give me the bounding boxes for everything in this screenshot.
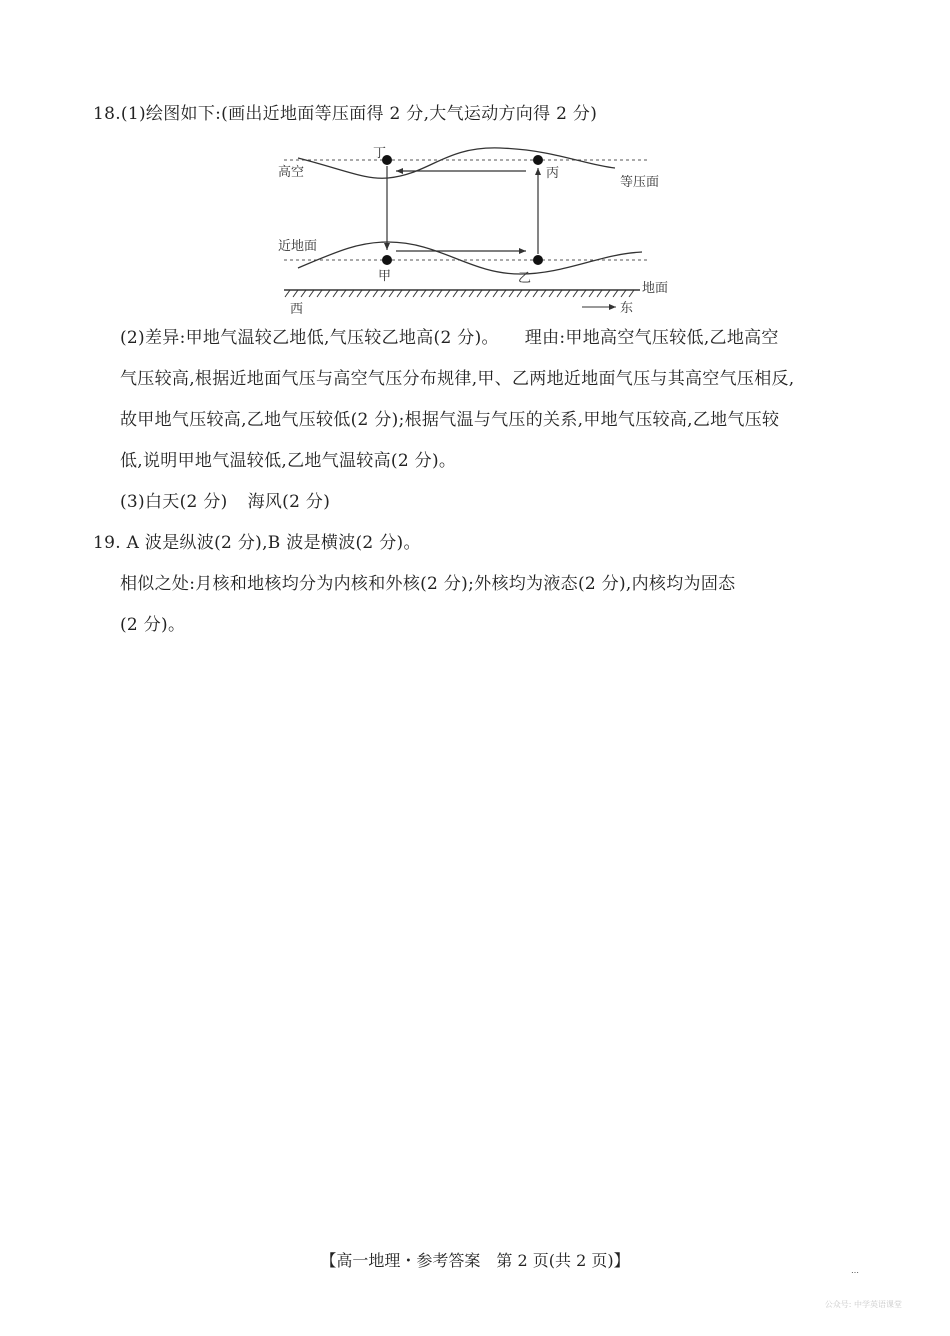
label-ground: 地面: [642, 281, 669, 296]
page-footer: 【高一地理・参考答案 第 2 页(共 2 页)】: [320, 1251, 630, 1270]
label-jia: 甲: [378, 269, 392, 284]
watermark: 公众号: 中学英语课堂: [824, 1300, 902, 1309]
q18-part3: [120, 490, 330, 514]
q18-part2-line2: 气压较高,根据近地面气压与高空气压分布规律,甲、乙两地近地面气压与其高空气压相反,: [120, 369, 795, 389]
q18-part2-difference: (2)差异:甲地气温较乙地低,气压较乙地高(2 分)。: [120, 328, 499, 348]
label-near-ground: 近地面: [278, 239, 318, 254]
q19-line1: 19. A 波是纵波(2 分),B 波是横波(2 分)。: [93, 533, 421, 553]
label-yi: 乙: [518, 271, 532, 286]
q19-line2: 相似之处:月核和地核均分为内核和外核(2 分);外核均为液态(2 分),内核均为固态: [120, 574, 736, 594]
label-east: 东: [620, 301, 634, 316]
label-bing: 丙: [546, 166, 560, 181]
q18-part2-line1: [120, 326, 779, 350]
label-high: 高空: [278, 165, 305, 180]
q18-part2-line3: 故甲地气压较高,乙地气压较低(2 分);根据气温与气压的关系,甲地气压较高,乙地气压较: [120, 410, 780, 430]
label-ding: 丁: [373, 146, 387, 161]
lower-isobar-curve: [298, 242, 642, 274]
label-isobar: 等压面: [620, 175, 660, 190]
label-west: 西: [290, 302, 304, 317]
point-bing-dot: [533, 155, 543, 165]
upper-isobar-curve: [298, 148, 615, 178]
q18-part3-daytime: (3)白天(2 分): [120, 492, 228, 512]
q18-part2-reason-start: 理由:甲地高空气压较低,乙地高空: [524, 328, 779, 348]
point-jia-dot: [382, 255, 392, 265]
q18-part2-line4: 低,说明甲地气温较低,乙地气温较高(2 分)。: [120, 451, 457, 471]
q18-part1: 18.(1)绘图如下:(画出近地面等压面得 2 分,大气运动方向得 2 分): [93, 104, 598, 124]
isobar-diagram: [270, 140, 690, 318]
q18-part3-sea-breeze: 海风(2 分): [247, 492, 331, 512]
point-yi-dot: [533, 255, 543, 265]
q19-line3: (2 分)。: [120, 615, 186, 635]
ground-hatch: [285, 290, 634, 297]
footer-mark: …: [851, 1266, 859, 1275]
